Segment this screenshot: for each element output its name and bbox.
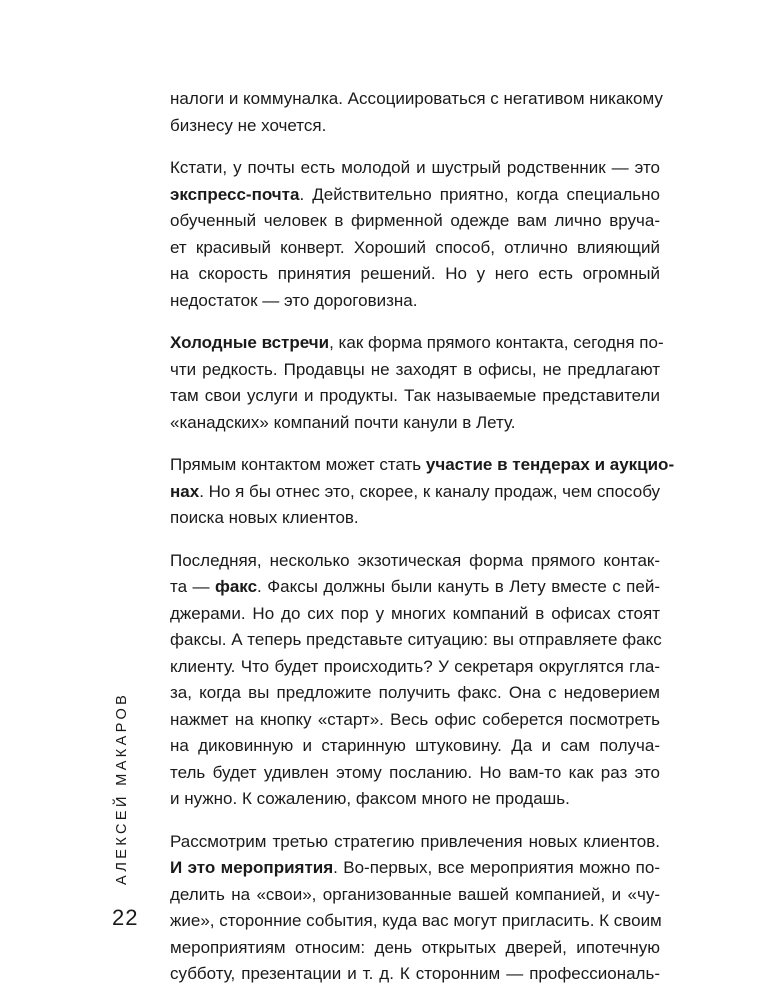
text-line <box>170 452 675 479</box>
text-segment: . Но я бы отнес это, скорее, к каналу продаж, чем способу <box>199 481 661 501</box>
paragraph <box>170 452 675 532</box>
text-segment: Прямым контактом может стать <box>170 455 426 474</box>
bold-term: участие в тендерах и аукцио- <box>425 455 675 474</box>
text-segment: , как форма прямого контакта, сегодня по- <box>329 333 664 352</box>
text-segment: субботу, презентации и т. д. К сторонним — профессиональ- <box>170 964 660 983</box>
text-segment: та — <box>170 577 215 596</box>
page-number: 22 <box>112 905 139 930</box>
text-line <box>170 330 664 357</box>
text-segment: жие», сторонние события, куда вас могут пригласить. К своим <box>170 911 662 930</box>
text-line <box>170 882 660 909</box>
text-line <box>170 935 660 962</box>
text-segment: . Действительно приятно, когда специально <box>299 184 660 204</box>
text-line <box>170 829 660 856</box>
text-segment: нажмет на кнопку «старт». Весь офис соберется посмотреть <box>170 709 660 729</box>
paragraph <box>170 86 663 139</box>
text-segment: обученный человек в фирменной одежде вам лично вруча- <box>170 211 660 230</box>
text-line <box>170 601 660 628</box>
paragraph <box>170 155 660 314</box>
bold-term: И это мероприятия <box>170 858 334 877</box>
text-line <box>170 707 660 734</box>
text-line <box>170 855 660 882</box>
text-segment: мероприятиям относим: день открытых дверей, ипотечную <box>170 937 660 957</box>
text-line <box>170 680 660 707</box>
text-line <box>170 574 660 601</box>
text-segment: бизнесу не хочется. <box>170 115 327 135</box>
text-line <box>170 908 660 935</box>
text-segment: и нужно. К сожалению, факсом много не продашь. <box>170 789 570 808</box>
text-line <box>170 961 660 988</box>
text-line <box>170 654 660 681</box>
text-segment: «канадских» компаний почти канули в Лету. <box>170 412 516 432</box>
paragraph <box>170 548 660 813</box>
text-segment: чти редкость. Продавцы не заходят в офисы, не предлагают <box>170 359 660 379</box>
text-line <box>170 357 660 384</box>
body-text <box>170 86 675 1004</box>
text-segment: . Во-первых, все мероприятия можно по- <box>333 858 660 877</box>
text-segment: поиска новых клиентов. <box>170 508 359 527</box>
text-line <box>170 208 660 235</box>
text-line <box>170 505 660 532</box>
text-line <box>170 479 660 506</box>
paragraph <box>170 330 664 436</box>
bold-term: нах <box>170 481 200 501</box>
text-line <box>170 410 660 437</box>
bold-term: Холодные встречи <box>170 333 330 352</box>
text-line <box>170 182 660 209</box>
paragraph <box>170 829 660 988</box>
text-segment: на диковинную и старинную штуковину. Да и сам получа- <box>170 736 660 755</box>
text-line <box>170 113 660 140</box>
text-line <box>170 235 660 262</box>
text-segment: Последняя, несколько экзотическая форма прямого контак- <box>170 550 660 570</box>
text-segment: ет красивый конверт. Хороший способ, отлично влияющий <box>170 237 660 257</box>
bold-term: экспресс-почта <box>170 184 300 204</box>
text-segment: клиенту. Что будет происходить? У секретаря округлятся гла- <box>170 656 660 676</box>
text-line <box>170 786 660 813</box>
text-segment: тель будет удивлен этому посланию. Но вам-то как раз это <box>170 762 660 782</box>
text-segment: Кстати, у почты есть молодой и шустрый родственник — это <box>170 158 660 177</box>
text-segment: джерами. Но до сих пор у многих компаний в офисах стоят <box>170 603 660 623</box>
text-segment: за, когда вы предложите получить факс. Она с недоверием <box>170 683 660 702</box>
text-segment: делить на «свои», организованные вашей компанией, и «чу- <box>170 884 660 904</box>
text-line <box>170 733 660 760</box>
text-segment: недостаток — это дороговизна. <box>170 290 418 310</box>
text-segment: Рассмотрим третью стратегию привлечения новых клиентов. <box>170 831 660 851</box>
text-line <box>170 383 660 410</box>
text-line <box>170 760 660 787</box>
text-segment: там свои услуги и продукты. Так называемые представители <box>170 386 660 405</box>
text-line <box>170 155 660 182</box>
text-segment: факсы. А теперь представьте ситуацию: вы отправляете факс <box>170 630 662 649</box>
text-segment: налоги и коммуналка. Ассоциироваться с негативом никакому <box>170 89 663 108</box>
bold-term: факс <box>214 577 258 596</box>
text-line <box>170 548 660 575</box>
author-running-head: АЛЕКСЕЙ МАКАРОВ <box>114 691 130 885</box>
text-line <box>170 261 660 288</box>
text-segment: . Факсы должны были кануть в Лету вместе с пей- <box>257 577 660 596</box>
text-line <box>170 627 660 654</box>
text-line <box>170 288 660 315</box>
text-segment: на скорость принятия решений. Но у него есть огромный <box>170 264 660 283</box>
text-line <box>170 86 663 113</box>
